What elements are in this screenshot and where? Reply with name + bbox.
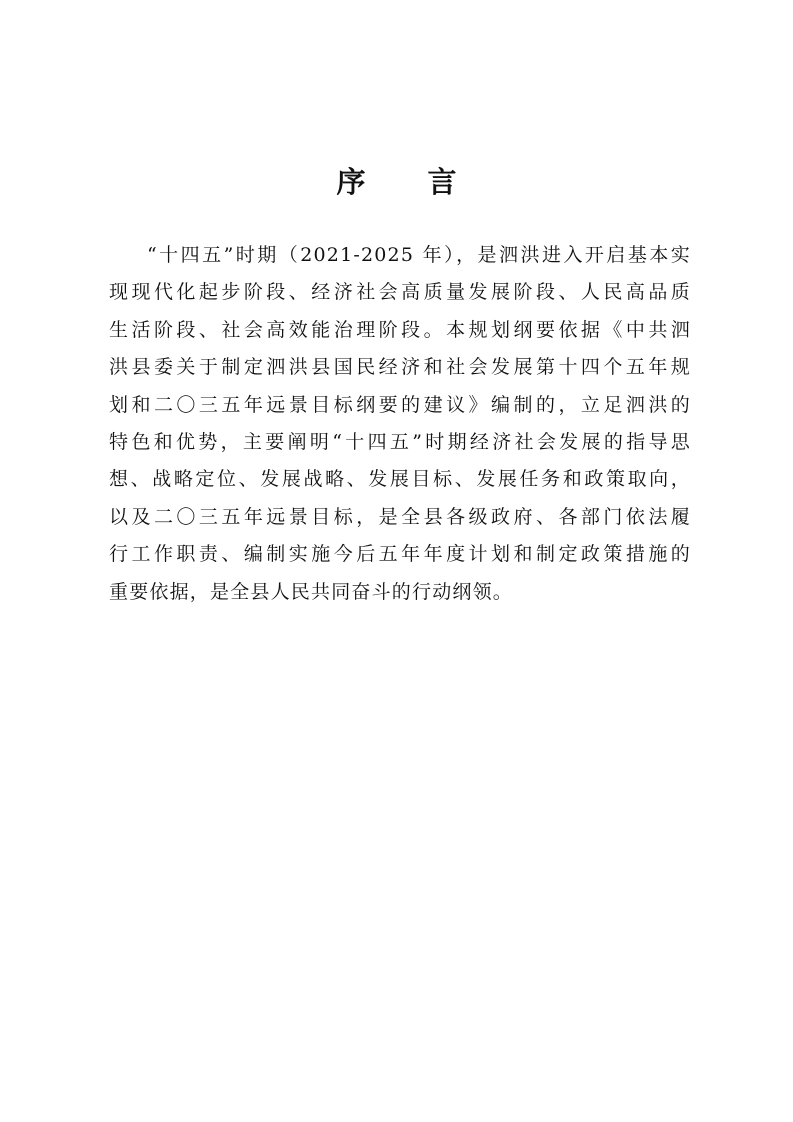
paragraph-line: 洪县委关于制定泗洪县国民经济和社会发展第十四个五年规 xyxy=(109,356,691,379)
paragraph-line: 以及二〇三五年远景目标，是全县各级政府、各部门依法履 xyxy=(109,505,691,528)
paragraph-line: 特色和优势，主要阐明“十四五”时期经济社会发展的指导思 xyxy=(109,430,691,453)
paragraph-line: 行工作职责、编制实施今后五年年度计划和制定政策措施的 xyxy=(109,543,691,566)
paragraph-line: 重要依据，是全县人民共同奋斗的行动纲领。 xyxy=(109,580,514,603)
preface-paragraph xyxy=(109,237,691,611)
paragraph-line: 生活阶段、社会高效能治理阶段。本规划纲要依据《中共泗 xyxy=(109,318,691,341)
paragraph-line: 划和二〇三五年远景目标纲要的建议》编制的，立足泗洪的 xyxy=(109,393,691,416)
paragraph-line: 现现代化起步阶段、经济社会高质量发展阶段、人民高品质 xyxy=(109,281,691,304)
page-title: 序 言 xyxy=(336,165,483,199)
paragraph-line: “十四五”时期（2021-2025 年），是泗洪进入开启基本实 xyxy=(147,244,691,266)
paragraph-line: 想、战略定位、发展战略、发展目标、发展任务和政策取向， xyxy=(109,468,691,491)
